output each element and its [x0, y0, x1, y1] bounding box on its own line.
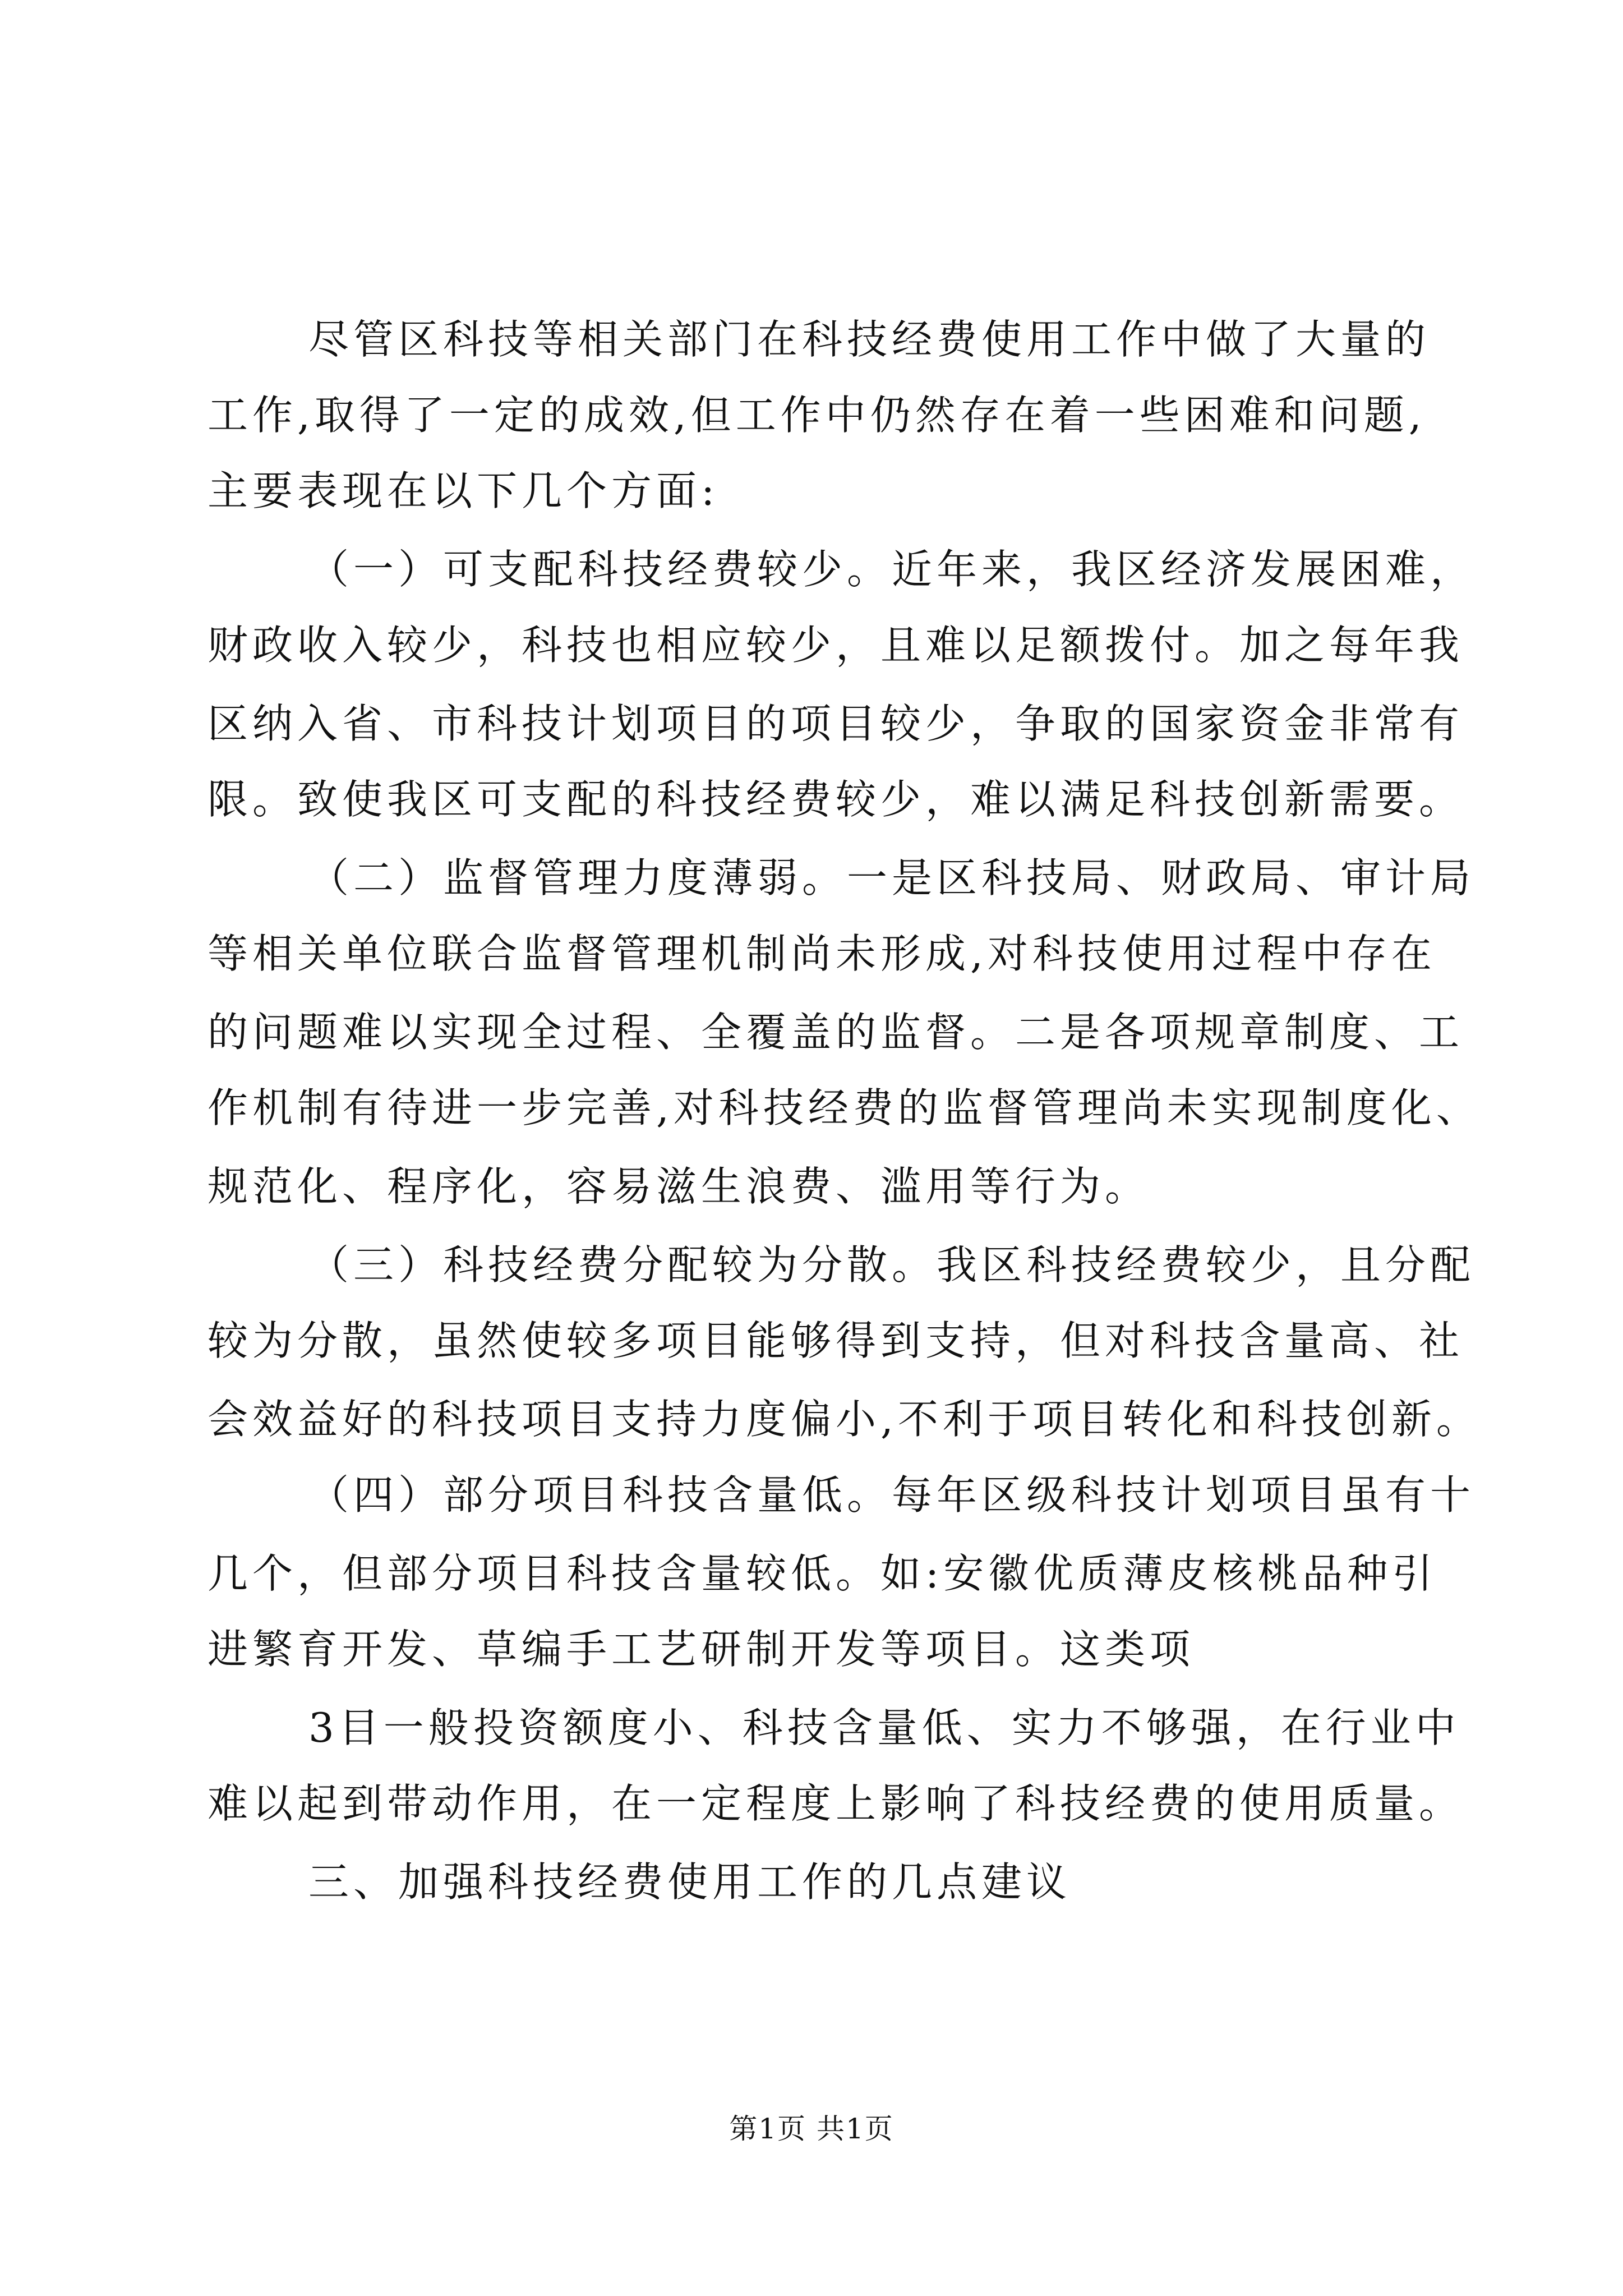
paragraph-line: 限。致使我区可支配的科技经费较少，难以满足科技创新需要。	[208, 776, 1464, 823]
paragraph-line: （三）科技经费分配较为分散。我区科技经费较少，且分配	[308, 1241, 1476, 1289]
paragraph-line: 工作,取得了一定的成效,但工作中仍然存在着一些困难和问题,	[208, 392, 1426, 439]
paragraph-line: 作机制有待进一步完善,对科技经费的监督管理尚未实现制度化、	[208, 1084, 1481, 1131]
paragraph-line: 财政收入较少，科技也相应较少，且难以足额拨付。加之每年我	[208, 622, 1464, 669]
paragraph-line: 进繁育开发、草编手工艺研制开发等项目。这类项	[208, 1626, 1195, 1673]
paragraph-line: （二）监督管理力度薄弱。一是区科技局、财政局、审计局	[308, 854, 1476, 901]
paragraph-line: 的问题难以实现全过程、全覆盖的监督。二是各项规章制度、工	[208, 1009, 1464, 1056]
paragraph-line: 规范化、程序化，容易滋生浪费、滥用等行为。	[208, 1163, 1150, 1210]
paragraph-line: 较为分散，虽然使较多项目能够得到支持，但对科技含量高、社	[208, 1317, 1464, 1364]
paragraph-line: 区纳入省、市科技计划项目的项目较少，争取的国家资金非常有	[208, 700, 1464, 747]
page-footer: 第1页 共1页	[729, 2113, 894, 2145]
paragraph-line: 尽管区科技等相关部门在科技经费使用工作中做了大量的	[308, 316, 1431, 363]
paragraph-line: 会效益好的科技项目支持力度偏小,不利于项目转化和科技创新。	[208, 1396, 1481, 1443]
paragraph-line: （一）可支配科技经费较少。近年来，我区经济发展困难，	[308, 546, 1476, 593]
paragraph-line: 难以起到带动作用，在一定程度上影响了科技经费的使用质量。	[208, 1780, 1464, 1827]
paragraph-line: 3目一般投资额度小、科技含量低、实力不够强，在行业中	[308, 1704, 1460, 1751]
paragraph-line: （四）部分项目科技含量低。每年区级科技计划项目虽有十	[308, 1471, 1476, 1519]
section-heading: 三、加强科技经费使用工作的几点建议	[308, 1858, 1072, 1906]
paragraph-line: 等相关单位联合监督管理机制尚未形成,对科技使用过程中存在	[208, 930, 1436, 977]
paragraph-line: 几个，但部分项目科技含量较低。如:安徽优质薄皮核桃品种引	[208, 1550, 1437, 1597]
paragraph-line: 主要表现在以下几个方面:	[208, 467, 720, 514]
